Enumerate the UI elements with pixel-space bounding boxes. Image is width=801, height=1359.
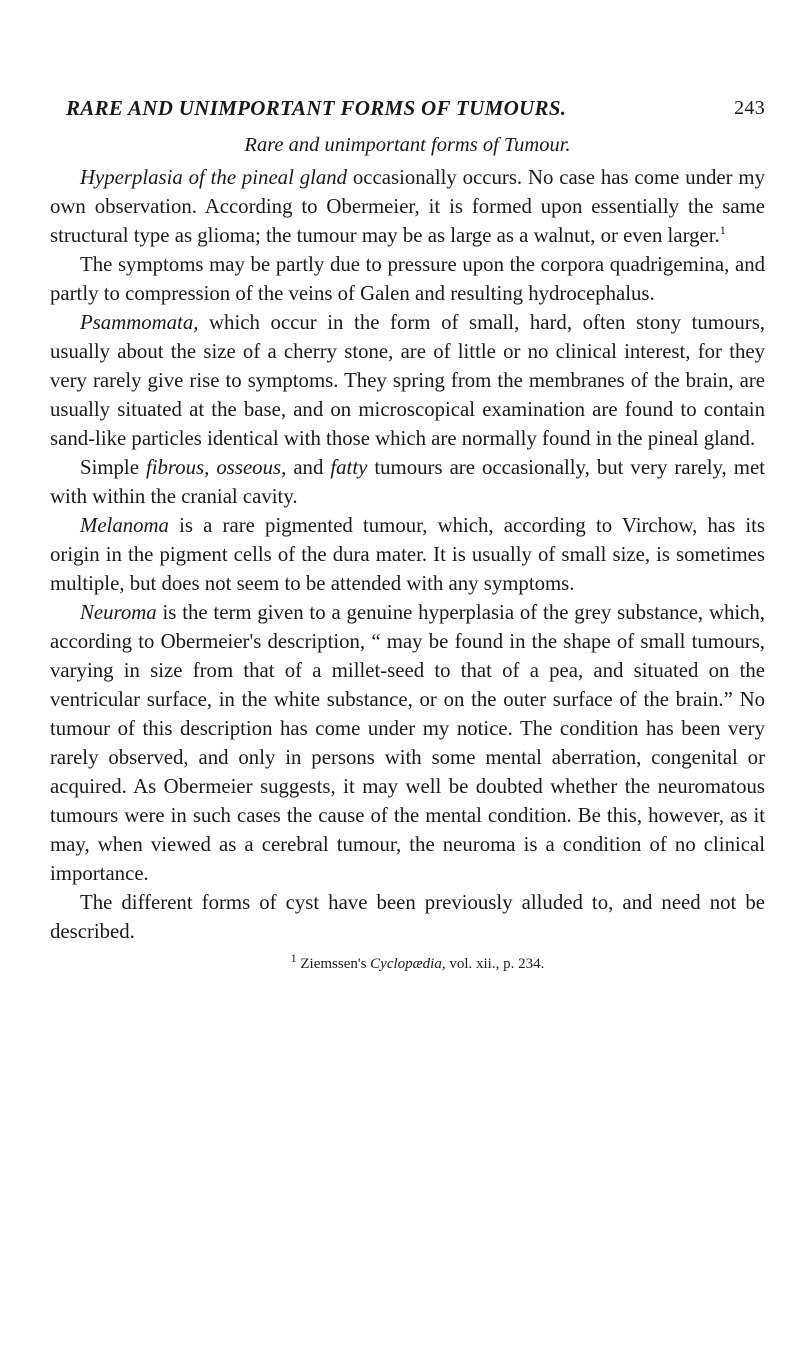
section-title: Rare and unimportant forms of Tumour. [244,134,571,156]
paragraph-text: is a rare pigmented tumour, which, according to Virchow, has its origin in the pigment cells of the dura mater. It is usually of small size, is sometimes multiple, but does not seem to be attended with any symptoms. [50,514,765,595]
paragraph-symptoms: The symptoms may be partly due to pressure upon the corpora quadrigemina, and partly to compression of the veins of Galen and resulting hydrocephalus. [50,253,765,305]
paragraph-neuroma [50,598,765,888]
term-neuroma: Neuroma [80,601,157,624]
term-fibrous-osseous: fibrous, osseous, [145,456,287,479]
paragraph-psammomata [50,308,765,453]
footnote-marker: 1 [290,951,297,965]
running-head [50,96,765,130]
footnote-reference[interactable]: 1 [719,223,726,238]
footnote-text: vol. xii., p. 234. [445,956,545,972]
term-fatty: fatty [330,456,368,479]
term-pineal-hyperplasia: Hyperplasia of the pineal gland [80,166,348,189]
paragraph-text: and [286,456,331,479]
footnote [50,951,765,973]
paragraph-text: is the term given to a genuine hyperplasia of the grey substance, which, according to Obermeier's description, “ may be found in the shape of small tumours, varying in size from that of a millet-seed to that of a pea, and situated on the ventricular surface, in the white substance, or on the outer surface of the brain.” No tumour of this description has come under my notice. The condition has been very rarely observed, and only in persons with some mental aberration, congenital or acquired. As Obermeier suggests, it may well be doubted whether the neuromatous tumours were in such cases the cause of the mental condition. Be this, however, as it may, when viewed as a cerebral tumour, the neuroma is a condition of no clinical importance. [50,601,765,885]
paragraph-pineal-hyperplasia [50,163,765,250]
book-page [50,96,765,973]
paragraph-simple-tumours [50,453,765,511]
paragraph-text: Simple [80,456,146,479]
term-melanoma: Melanoma [80,514,169,537]
running-head-title: RARE AND UNIMPORTANT FORMS OF TUMOURS. [66,96,567,120]
paragraph-text: occasionally occurs. No case has come under my own observation. According to Obermeier, it is formed upon essentially the same structural type as glioma; the tumour may be as large as a walnut, or even larger. [50,166,765,247]
paragraph-melanoma [50,511,765,598]
page-number: 243 [734,97,765,119]
paragraph-cysts: The different forms of cyst have been previously alluded to, and need not be described. [50,891,765,943]
term-psammomata: Psammomata, [80,311,199,334]
paragraph-text: which occur in the form of small, hard, often stony tumours, usually about the size of a cherry stone, are of little or no clinical interest, for they very rarely give rise to symptoms. They spring from the membranes of the brain, are usually situated at the base, and on microscopical examination are found to contain sand-like particles identical with those which are normally found in the pineal gland. [50,311,765,450]
paragraph-text: tumours are occasionally, but very rarely, met with within the cranial cavity. [50,456,765,508]
footnote-work-title: Cyclopædia, [370,956,446,972]
footnote-text: Ziemssen's [296,956,371,972]
